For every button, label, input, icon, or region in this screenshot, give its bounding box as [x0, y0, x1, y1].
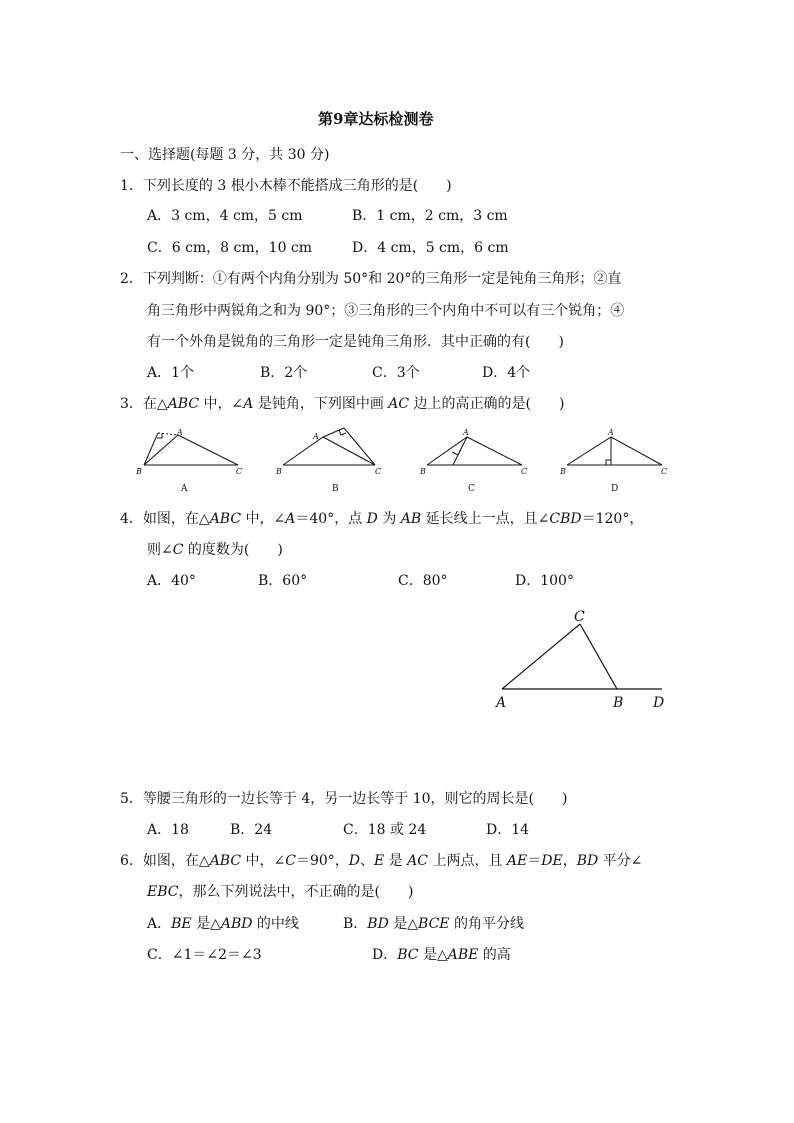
q4-fig-label-c: C [574, 609, 585, 625]
q4-stem-line1: 4．如图，在△ABC 中，∠A＝40°，点 D 为 AB 延长线上一点，且∠CBD＝120°， [120, 511, 644, 527]
q2-option-c: C．3个 [372, 365, 420, 381]
q6-option-c: C．∠1＝∠2＝∠3 [147, 947, 262, 963]
q6-stem-line2: EBC，那么下列说法中，不正确的是( ) [147, 884, 414, 900]
q1-option-a: A．3 cm，4 cm，5 cm [147, 208, 303, 224]
q4-fig-label-b: B [613, 695, 624, 711]
q3-fig-c-label-b: B [420, 467, 426, 476]
q3-caption-a: A [181, 484, 188, 494]
q2-option-b: B．2个 [260, 365, 308, 381]
q3-fig-b-label-b: B [276, 467, 282, 476]
q1-option-c: C．6 cm，8 cm，10 cm [147, 240, 313, 256]
q3-fig-b-label-a: A [313, 432, 319, 441]
q3-caption-d: D [611, 484, 619, 494]
q3-fig-b-label-c: C [375, 467, 382, 476]
q2-stem-line3: 有一个外角是锐角的三角形一定是钝角三角形．其中正确的有( ) [147, 334, 564, 350]
q4-fig-label-d: D [653, 695, 665, 711]
q3-fig-c-label-a: A [463, 428, 469, 437]
q2-option-a: A．1个 [147, 365, 195, 381]
q4-option-b: B．60° [258, 573, 308, 589]
q4-option-c: C．80° [398, 573, 448, 589]
q3-fig-a-label-c: C [236, 467, 243, 476]
q3-fig-d-label-a: A [608, 428, 614, 437]
q5-option-a: A．18 [147, 822, 189, 838]
q4-figure [490, 603, 690, 713]
q5-option-b: B．24 [230, 822, 273, 838]
q2-stem-line1: 2．下列判断：①有两个内角分别为 50°和 20°的三角形一定是钝角三角形；②直 [120, 271, 622, 287]
q6-option-a: A．BE 是△ABD 的中线 [147, 916, 299, 932]
q4-option-a: A．40° [147, 573, 196, 589]
q3-fig-a-label-a: A [177, 428, 183, 437]
q3-fig-d-label-c: C [661, 467, 668, 476]
q5-option-d: D．14 [486, 822, 530, 838]
q3-caption-b: B [332, 484, 339, 494]
q6-stem-line1: 6．如图，在△ABC 中，∠C＝90°，D、E 是 AC 上两点，且 AE＝DE，BD 平分∠ [120, 853, 643, 869]
q4-option-d: D．100° [515, 573, 574, 589]
q3-caption-c: C [468, 484, 475, 494]
q6-option-d: D．BC 是△ABE 的高 [372, 947, 511, 963]
q5-stem: 5．等腰三角形的一边长等于 4，另一边长等于 10，则它的周长是( ) [120, 791, 568, 807]
q3-fig-d-label-b: B [560, 467, 566, 476]
q1-option-d: D．4 cm，5 cm，6 cm [352, 240, 509, 256]
q1-stem: 1．下列长度的 3 根小木棒不能搭成三角形的是( ) [120, 178, 452, 194]
q4-fig-label-a: A [496, 695, 507, 711]
q2-option-d: D．4个 [482, 365, 531, 381]
q4-stem-line2: 则∠C 的度数为( ) [147, 542, 283, 558]
q3-fig-c-label-c: C [521, 467, 528, 476]
q5-option-c: C．18 或 24 [343, 822, 427, 838]
page-title: 第9章达标检测卷 [318, 110, 434, 128]
q3-stem: 3．在△ABC 中，∠A 是钝角，下列图中画 AC 边上的高正确的是( ) [120, 396, 565, 412]
q3-fig-a-label-b: B [136, 467, 142, 476]
section-heading: 一、选择题(每题 3 分，共 30 分) [120, 147, 330, 163]
q1-option-b: B．1 cm，2 cm，3 cm [352, 208, 508, 224]
q2-stem-line2: 角三角形中两锐角之和为 90°；③三角形的三个内角中不可以有三个锐角；④ [147, 303, 625, 319]
q3-figures [130, 425, 690, 495]
q6-option-b: B．BD 是△BCE 的角平分线 [343, 916, 524, 932]
